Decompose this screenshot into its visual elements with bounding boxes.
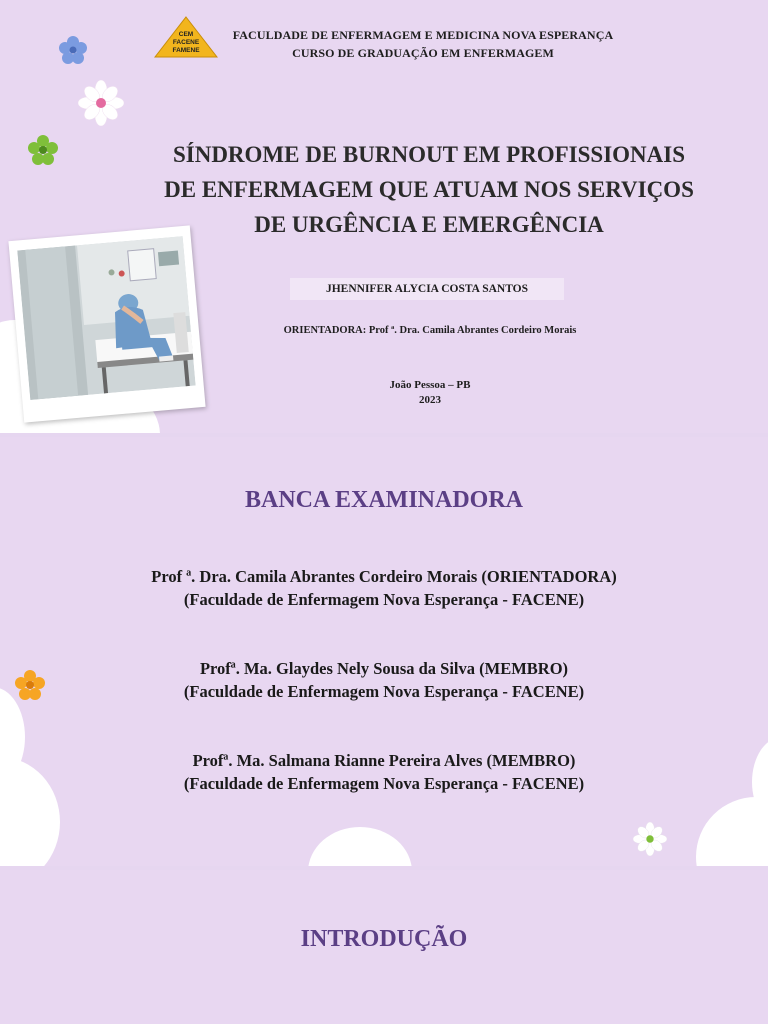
board-member — [60, 749, 708, 795]
nurse-photo — [8, 225, 205, 422]
examining-board-slide — [0, 437, 768, 866]
advisor-name: ORIENTADORA: Prof ª. Dra. Camila Abrantes Cordeiro Morais — [283, 325, 577, 336]
cloud-decoration — [308, 827, 412, 866]
thesis-title-line3: DE URGÊNCIA E EMERGÊNCIA — [254, 212, 604, 237]
author-name: JHENNIFER ALYCIA COSTA SANTOS — [290, 278, 564, 300]
member-name: Profª. Ma. Salmana Rianne Pereira Alves (MEMBRO) — [192, 751, 576, 770]
white-flower-icon — [78, 80, 124, 126]
nurse-illustration — [17, 236, 195, 400]
institution-header — [200, 26, 646, 62]
member-institution: (Faculdade de Enfermagem Nova Esperança - FACENE) — [183, 590, 585, 609]
thesis-title — [120, 137, 738, 242]
introduction-slide — [0, 870, 768, 1024]
member-name: Prof ª. Dra. Camila Abrantes Cordeiro Morais (ORIENTADORA) — [151, 567, 617, 586]
course-name: CURSO DE GRADUAÇÃO EM ENFERMAGEM — [292, 46, 554, 60]
title-slide — [0, 0, 768, 433]
cloud-decoration — [0, 757, 60, 866]
green-flower-icon — [27, 134, 59, 166]
board-member — [60, 565, 708, 611]
white-flower-icon — [633, 822, 667, 856]
member-institution: (Faculdade de Enfermagem Nova Esperança - FACENE) — [183, 682, 585, 701]
member-name: Profª. Ma. Glaydes Nely Sousa da Silva (MEMBRO) — [199, 659, 569, 678]
institution-name: FACULDADE DE ENFERMAGEM E MEDICINA NOVA ESPERANÇA — [232, 28, 614, 42]
city: João Pessoa – PB — [389, 379, 471, 391]
member-institution: (Faculdade de Enfermagem Nova Esperança - FACENE) — [183, 774, 585, 793]
logo-text-line3: FAMENE — [172, 47, 200, 54]
thesis-title-line2: DE ENFERMAGEM QUE ATUAM NOS SERVIÇOS — [164, 177, 694, 202]
introduction-title: INTRODUÇÃO — [300, 926, 468, 952]
location-date — [330, 378, 530, 408]
thesis-title-line1: SÍNDROME DE BURNOUT EM PROFISSIONAIS — [172, 142, 686, 167]
logo-text-line2: FACENE — [172, 39, 200, 46]
logo-text-line1: CEM — [178, 31, 194, 38]
board-title: BANCA EXAMINADORA — [244, 487, 523, 513]
year: 2023 — [419, 394, 441, 406]
board-member — [60, 657, 708, 703]
blue-flower-icon — [58, 35, 88, 65]
orange-flower-icon — [14, 669, 46, 701]
